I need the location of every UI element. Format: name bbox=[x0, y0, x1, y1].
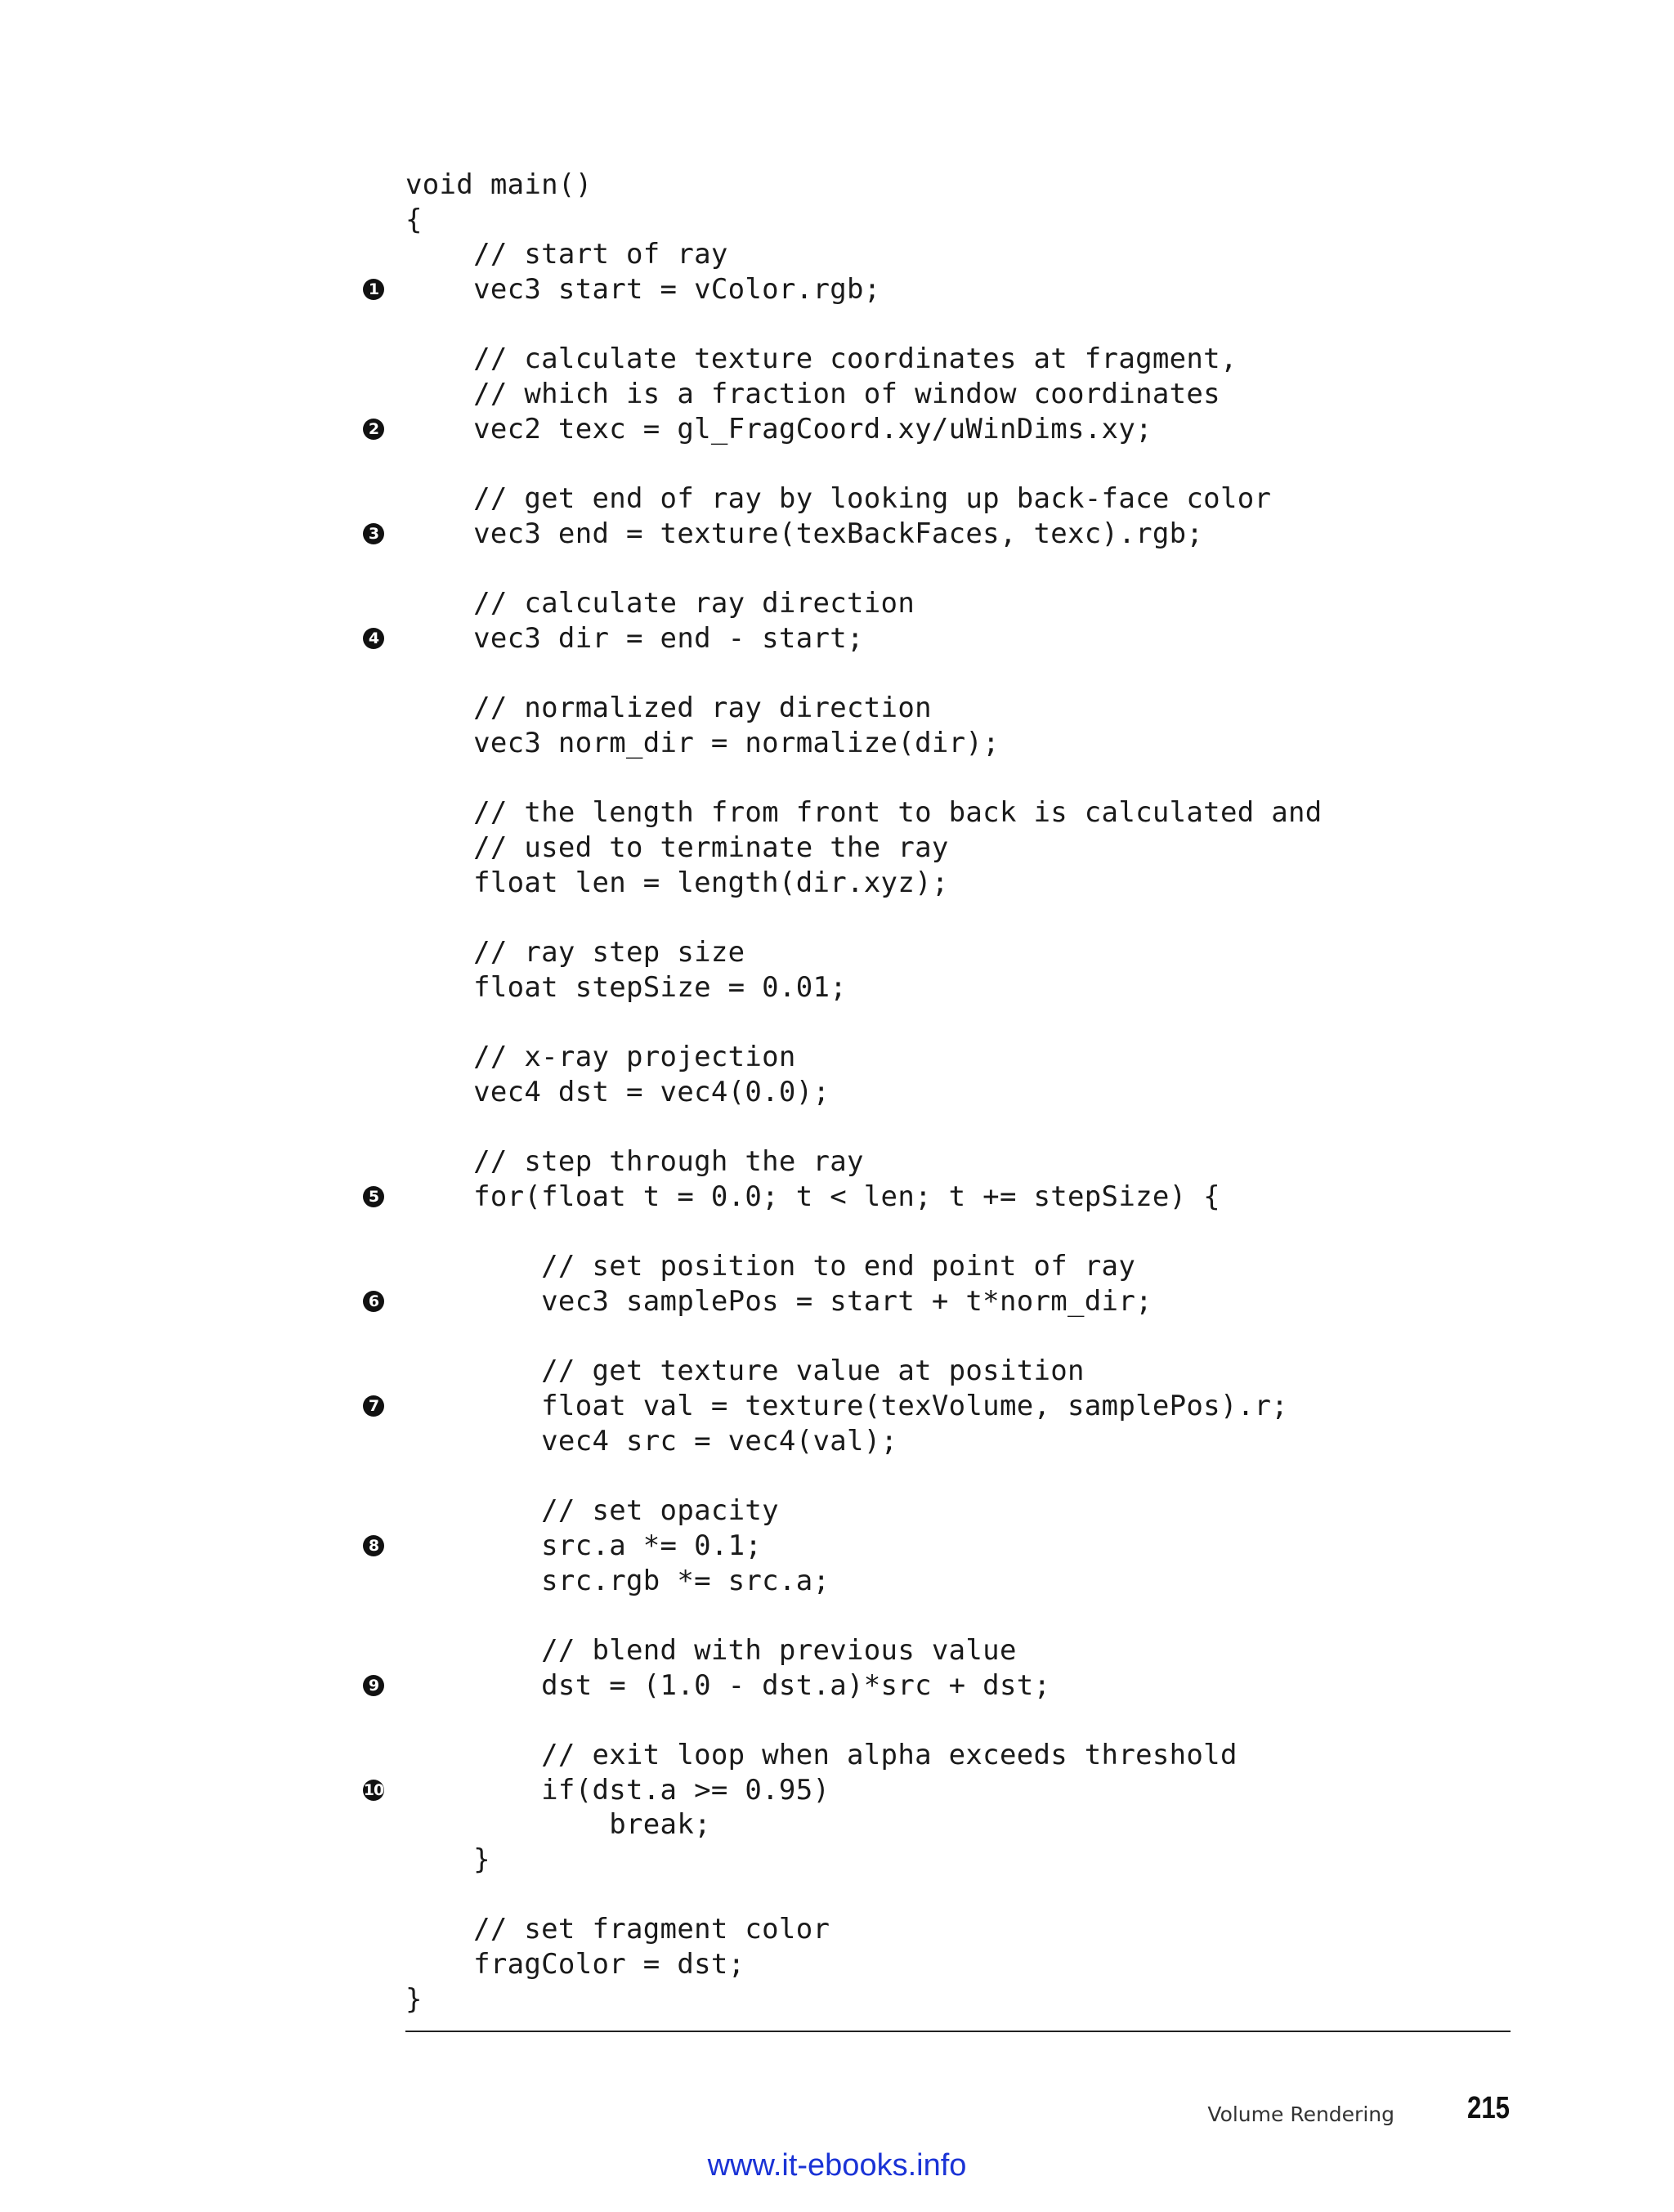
code-line bbox=[405, 1912, 1323, 1947]
code-text: // calculate ray direction bbox=[405, 587, 915, 620]
code-line bbox=[405, 1424, 1323, 1459]
code-text: if(dst.a >= 0.95) bbox=[405, 1773, 830, 1807]
code-line bbox=[405, 481, 1323, 517]
code-text: // set opacity bbox=[405, 1494, 779, 1528]
code-text: // normalized ray direction bbox=[405, 692, 932, 725]
callout-marker-icon: 1 bbox=[363, 279, 384, 300]
listing-end-rule bbox=[405, 2031, 1511, 2032]
code-line bbox=[405, 586, 1323, 621]
code-line bbox=[405, 761, 1323, 796]
code-line bbox=[368, 1529, 1323, 1564]
callout-marker-icon: 9 bbox=[363, 1675, 384, 1696]
code-line bbox=[368, 517, 1323, 552]
callout-marker-icon: 4 bbox=[363, 628, 384, 649]
code-text: { bbox=[405, 203, 423, 236]
code-text: // set position to end point of ray bbox=[405, 1250, 1136, 1283]
code-line bbox=[405, 203, 1323, 238]
code-line bbox=[405, 1633, 1323, 1668]
code-text: // blend with previous value bbox=[405, 1633, 1017, 1667]
code-text: // get end of ray by looking up back-face color bbox=[405, 482, 1272, 516]
code-line bbox=[405, 1947, 1323, 1982]
code-text: vec3 dir = end - start; bbox=[405, 621, 864, 655]
code-line bbox=[405, 1738, 1323, 1773]
code-line bbox=[405, 1564, 1323, 1599]
code-line bbox=[405, 1215, 1323, 1250]
code-text: } bbox=[405, 1843, 490, 1876]
callout-marker-icon: 8 bbox=[363, 1535, 384, 1556]
code-line bbox=[405, 726, 1323, 761]
code-line bbox=[405, 1319, 1323, 1355]
code-line bbox=[405, 1598, 1323, 1633]
code-text: vec3 start = vColor.rgb; bbox=[405, 273, 881, 307]
code-line bbox=[405, 307, 1323, 343]
code-line bbox=[405, 168, 1323, 203]
code-line bbox=[405, 1144, 1323, 1180]
code-text: break; bbox=[405, 1808, 711, 1842]
code-line bbox=[368, 1284, 1323, 1319]
code-line bbox=[368, 621, 1323, 656]
code-text: vec3 samplePos = start + t*norm_dir; bbox=[405, 1285, 1153, 1318]
code-line bbox=[405, 447, 1323, 482]
code-text: // step through the ray bbox=[405, 1145, 864, 1179]
code-line bbox=[405, 1982, 1323, 2017]
code-line bbox=[405, 377, 1323, 412]
callout-marker-icon: 5 bbox=[363, 1186, 384, 1207]
code-line bbox=[405, 1493, 1323, 1529]
code-line bbox=[405, 1040, 1323, 1075]
callout-marker-icon: 6 bbox=[363, 1291, 384, 1312]
callout-marker-icon: 3 bbox=[363, 523, 384, 544]
code-line bbox=[405, 1110, 1323, 1145]
code-text: // start of ray bbox=[405, 238, 728, 271]
code-line bbox=[405, 691, 1323, 726]
code-text: // get texture value at position bbox=[405, 1355, 1085, 1388]
code-text: // ray step size bbox=[405, 936, 745, 969]
code-line bbox=[368, 1668, 1323, 1704]
code-text: // x-ray projection bbox=[405, 1041, 796, 1074]
footer-page-number: 215 bbox=[1467, 2091, 1510, 2125]
code-line bbox=[405, 342, 1323, 377]
code-line bbox=[368, 1389, 1323, 1424]
code-text: // calculate texture coordinates at fragment, bbox=[405, 343, 1238, 376]
code-line bbox=[405, 1075, 1323, 1110]
callout-marker-icon: 10 bbox=[363, 1780, 384, 1799]
code-line bbox=[405, 1005, 1323, 1041]
code-text: // set fragment color bbox=[405, 1913, 830, 1946]
code-line bbox=[405, 1703, 1323, 1738]
code-text: for(float t = 0.0; t < len; t += stepSize) { bbox=[405, 1180, 1220, 1213]
code-text: dst = (1.0 - dst.a)*src + dst; bbox=[405, 1668, 1051, 1702]
code-line bbox=[405, 900, 1323, 935]
code-text: vec4 src = vec4(val); bbox=[405, 1424, 898, 1458]
code-text: // the length from front to back is calculated and bbox=[405, 796, 1323, 830]
code-line bbox=[405, 1843, 1323, 1878]
code-line bbox=[405, 866, 1323, 901]
code-text: float len = length(dir.xyz); bbox=[405, 866, 949, 899]
code-line bbox=[363, 1773, 1323, 1808]
code-line bbox=[405, 1249, 1323, 1284]
watermark-link[interactable]: www.it-ebooks.info bbox=[707, 2148, 967, 2183]
code-text: void main() bbox=[405, 168, 593, 201]
code-line bbox=[368, 1180, 1323, 1215]
code-text: float stepSize = 0.01; bbox=[405, 970, 848, 1004]
code-line bbox=[405, 831, 1323, 866]
code-line bbox=[405, 970, 1323, 1005]
code-line bbox=[405, 552, 1323, 587]
code-text: float val = texture(texVolume, samplePos).r; bbox=[405, 1390, 1289, 1423]
code-text: // exit loop when alpha exceeds threshold bbox=[405, 1738, 1238, 1771]
code-text: src.a *= 0.1; bbox=[405, 1529, 763, 1562]
code-line bbox=[405, 935, 1323, 970]
code-text: fragColor = dst; bbox=[405, 1948, 745, 1981]
code-line bbox=[405, 1878, 1323, 1913]
code-line bbox=[405, 237, 1323, 272]
code-listing bbox=[363, 168, 1323, 2017]
code-text: } bbox=[405, 1982, 423, 2016]
callout-marker-icon: 2 bbox=[363, 419, 384, 440]
code-line bbox=[405, 1807, 1323, 1843]
code-line bbox=[405, 1458, 1323, 1493]
code-text: // which is a fraction of window coordinates bbox=[405, 378, 1220, 411]
code-text: // used to terminate the ray bbox=[405, 831, 949, 865]
code-text: vec3 norm_dir = normalize(dir); bbox=[405, 727, 1000, 759]
code-line bbox=[405, 795, 1323, 831]
code-line bbox=[368, 272, 1323, 307]
code-text: vec4 dst = vec4(0.0); bbox=[405, 1075, 830, 1108]
code-line bbox=[405, 656, 1323, 692]
callout-marker-icon: 7 bbox=[363, 1395, 384, 1417]
code-text: src.rgb *= src.a; bbox=[405, 1564, 830, 1597]
footer-section-title: Volume Rendering bbox=[1207, 2102, 1394, 2126]
code-text: vec2 texc = gl_FragCoord.xy/uWinDims.xy; bbox=[405, 412, 1153, 446]
code-text: vec3 end = texture(texBackFaces, texc).rgb; bbox=[405, 517, 1204, 550]
code-line bbox=[368, 412, 1323, 447]
code-line bbox=[405, 1354, 1323, 1389]
